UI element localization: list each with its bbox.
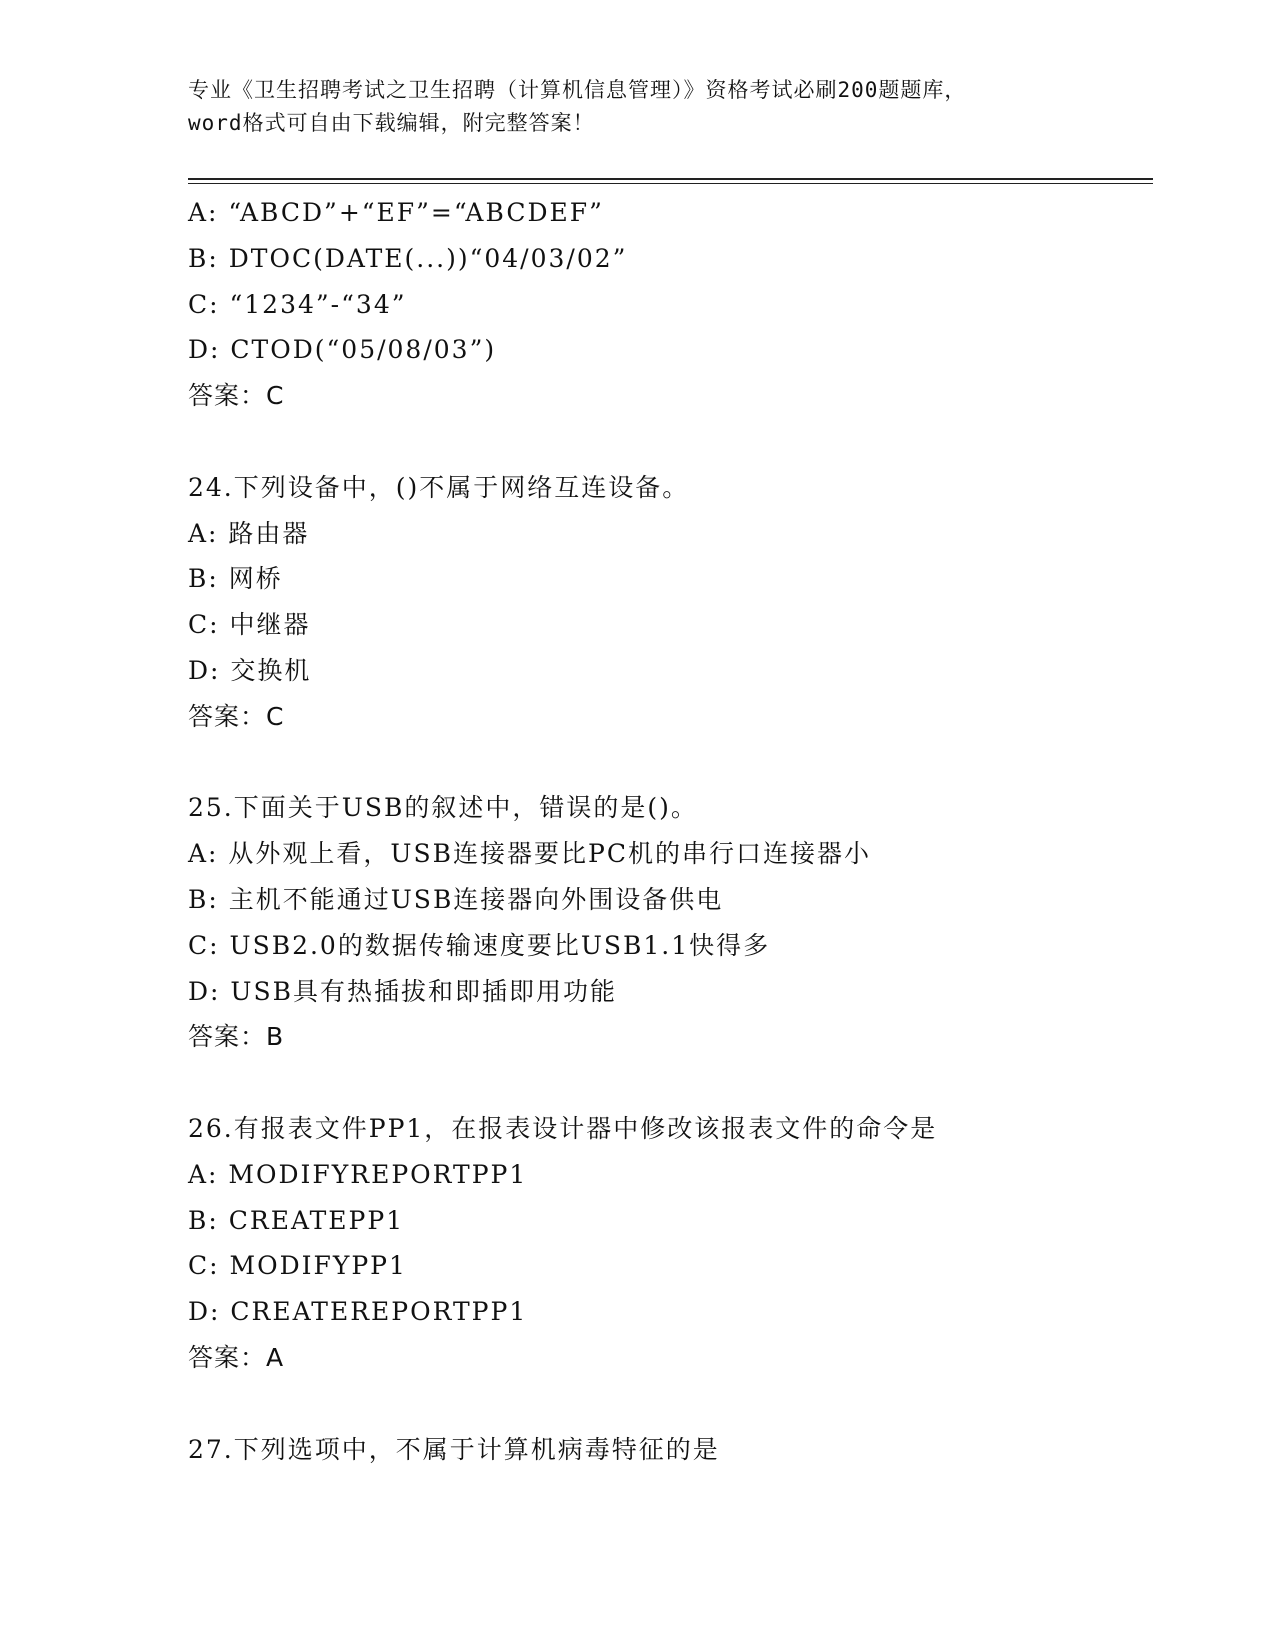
option-b: B: CREATEPP1	[188, 1205, 405, 1235]
question-text: 26.有报表文件PP1，在报表设计器中修改该报表文件的命令是	[188, 1113, 938, 1143]
question-text: 24.下列设备中，()不属于网络互连设备。	[188, 472, 690, 502]
question-block-25	[188, 785, 1148, 1060]
option-b: B: DTOC(DATE(...))“04/03/02”	[188, 243, 628, 273]
option-d: D: 交换机	[188, 655, 312, 685]
question-block-24	[188, 465, 1148, 740]
option-c: C: 中继器	[188, 610, 311, 640]
answer-line: 答案：A	[188, 1342, 285, 1372]
spacer	[188, 1060, 1148, 1106]
header-rule-thin	[188, 183, 1153, 184]
question-block-27	[188, 1427, 1148, 1473]
question-text: 27.下列选项中，不属于计算机病毒特征的是	[188, 1434, 720, 1464]
option-b: B: 网桥	[188, 564, 283, 594]
option-d: D: CTOD(“05/08/03”)	[188, 335, 497, 365]
option-b: B: 主机不能通过USB连接器向外围设备供电	[188, 884, 724, 914]
question-list	[188, 190, 1148, 1472]
option-a: A: 从外观上看，USB连接器要比PC机的串行口连接器小	[188, 839, 871, 869]
document-header	[188, 74, 1088, 140]
spacer	[188, 1381, 1148, 1427]
option-c: C: USB2.0的数据传输速度要比USB1.1快得多	[188, 930, 771, 960]
option-c: C: MODIFYPP1	[188, 1251, 407, 1281]
answer-line: 答案：C	[188, 381, 285, 411]
option-a: A: “ABCD”+“EF”=“ABCDEF”	[188, 198, 604, 227]
question-text: 25.下面关于USB的叙述中，错误的是()。	[188, 793, 698, 823]
spacer	[188, 419, 1148, 465]
option-c: C: “1234”-“34”	[188, 289, 407, 319]
question-block-23	[188, 190, 1148, 419]
header-line-2: word格式可自由下载编辑，附完整答案！	[188, 111, 595, 135]
header-rule-thick	[188, 178, 1153, 180]
option-a: A: 路由器	[188, 518, 310, 548]
answer-line: 答案：C	[188, 701, 285, 731]
option-d: D: USB具有热插拔和即插即用功能	[188, 976, 617, 1006]
question-block-26	[188, 1106, 1148, 1381]
option-a: A: MODIFYREPORTPP1	[188, 1159, 528, 1189]
answer-line: 答案：B	[188, 1022, 285, 1052]
option-d: D: CREATEREPORTPP1	[188, 1297, 528, 1327]
spacer	[188, 740, 1148, 786]
header-line-1: 专业《卫生招聘考试之卫生招聘（计算机信息管理）》资格考试必刷200题题库，	[188, 78, 967, 102]
